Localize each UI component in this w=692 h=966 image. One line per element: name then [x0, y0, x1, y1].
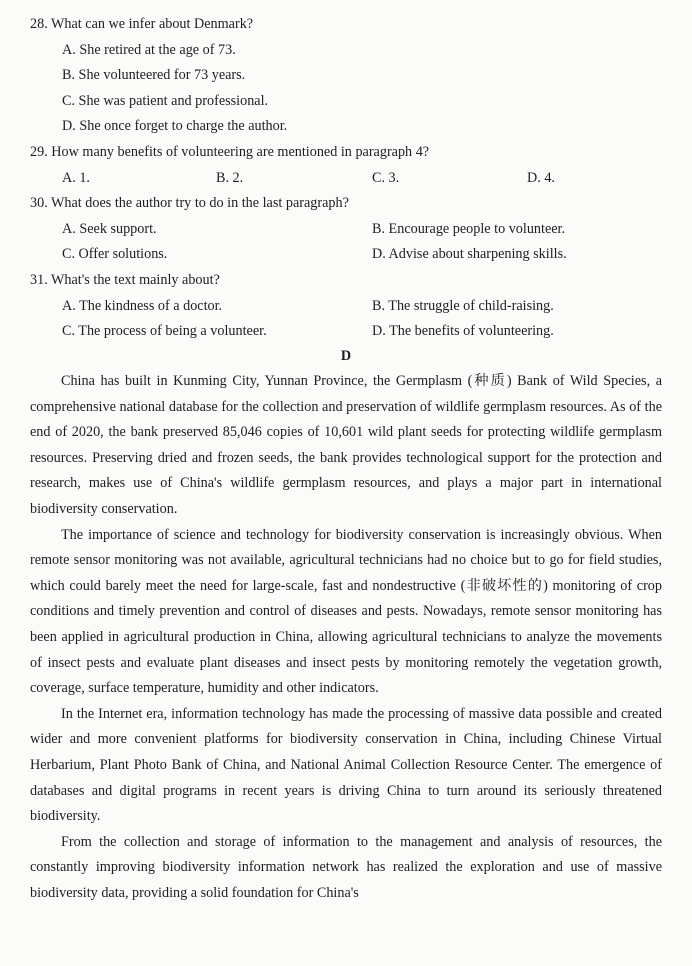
- question-stem: 31. What's the text mainly about?: [30, 272, 220, 288]
- option-d: D. The benefits of volunteering.: [372, 323, 554, 340]
- question-stem: 28. What can we infer about Denmark?: [30, 16, 254, 32]
- passage-paragraph: In the Internet era, information technology has made the processing of massive data possible and created wider and more convenient platforms for biodiversity conservation in China, including Chinese Virtual Herbarium, Plant Photo Bank of China, and National Animal Collection Resource Center. The emergence of databases and digital programs in recent years is driving China to turn around its seriously threatened biodiversity.: [30, 705, 662, 825]
- question-30: [30, 191, 670, 269]
- option-b: B. Encourage people to volunteer.: [372, 220, 566, 237]
- passage-paragraph: The importance of science and technology for biodiversity conservation is increasingly obvious. When remote sensor monitoring was not available, agricultural technicians had no choice but to go for field studies, which could barely meet the need for large-scale, fast and nondestructive (非破坏性的) monitoring of crop conditions and timely prevention and control of diseases and pests. Nowadays, remote sensor monitoring has been applied in agricultural production in China, allowing agricultural technicians to analyze the movements of insect pests and evaluate plant diseases and insect pests by monitoring remotely the vegetation growth, coverage, surface temperature, humidity and other indicators.: [30, 526, 662, 697]
- option-b: B. She volunteered for 73 years.: [62, 67, 246, 84]
- question-stem: 29. How many benefits of volunteering are mentioned in paragraph 4?: [30, 144, 430, 160]
- option-a: A. Seek support.: [62, 220, 157, 237]
- option-a: A. She retired at the age of 73.: [62, 41, 236, 58]
- option-c: C. 3.: [372, 169, 400, 186]
- question-29: [30, 140, 670, 192]
- option-a: A. 1.: [62, 169, 90, 186]
- option-a: A. The kindness of a doctor.: [62, 297, 223, 314]
- reading-passage: [30, 369, 662, 906]
- option-b: B. 2.: [216, 169, 244, 186]
- option-d: D. 4.: [527, 169, 555, 186]
- question-28: [30, 12, 670, 140]
- passage-paragraph: China has built in Kunming City, Yunnan Province, the Germplasm (种质) Bank of Wild Species, a comprehensive national database for the collection and preservation of wildlife germplasm resources. As of the end of 2020, the bank preserved 85,046 copies of 10,601 wild plant seeds for protecting wildlife germplasm resources. Preserving dried and frozen seeds, the bank provides technological support for the protection and research, makes use of China's wildlife germplasm resources, and plays a major part in international biodiversity conservation.: [30, 373, 662, 517]
- option-d: D. Advise about sharpening skills.: [372, 246, 567, 263]
- section-heading: D: [340, 348, 352, 364]
- option-c: C. She was patient and professional.: [62, 92, 269, 109]
- option-c: C. Offer solutions.: [62, 246, 168, 263]
- question-stem: 30. What does the author try to do in the last paragraph?: [30, 195, 349, 211]
- passage-paragraph: From the collection and storage of information to the management and analysis of resources, the constantly improving biodiversity information network has realized the exploration and use of massive biodiversity data, providing a solid foundation for China's: [30, 833, 662, 901]
- option-b: B. The struggle of child-raising.: [372, 297, 554, 314]
- option-d: D. She once forget to charge the author.: [62, 118, 288, 135]
- question-31: [30, 268, 670, 346]
- option-c: C. The process of being a volunteer.: [62, 323, 267, 340]
